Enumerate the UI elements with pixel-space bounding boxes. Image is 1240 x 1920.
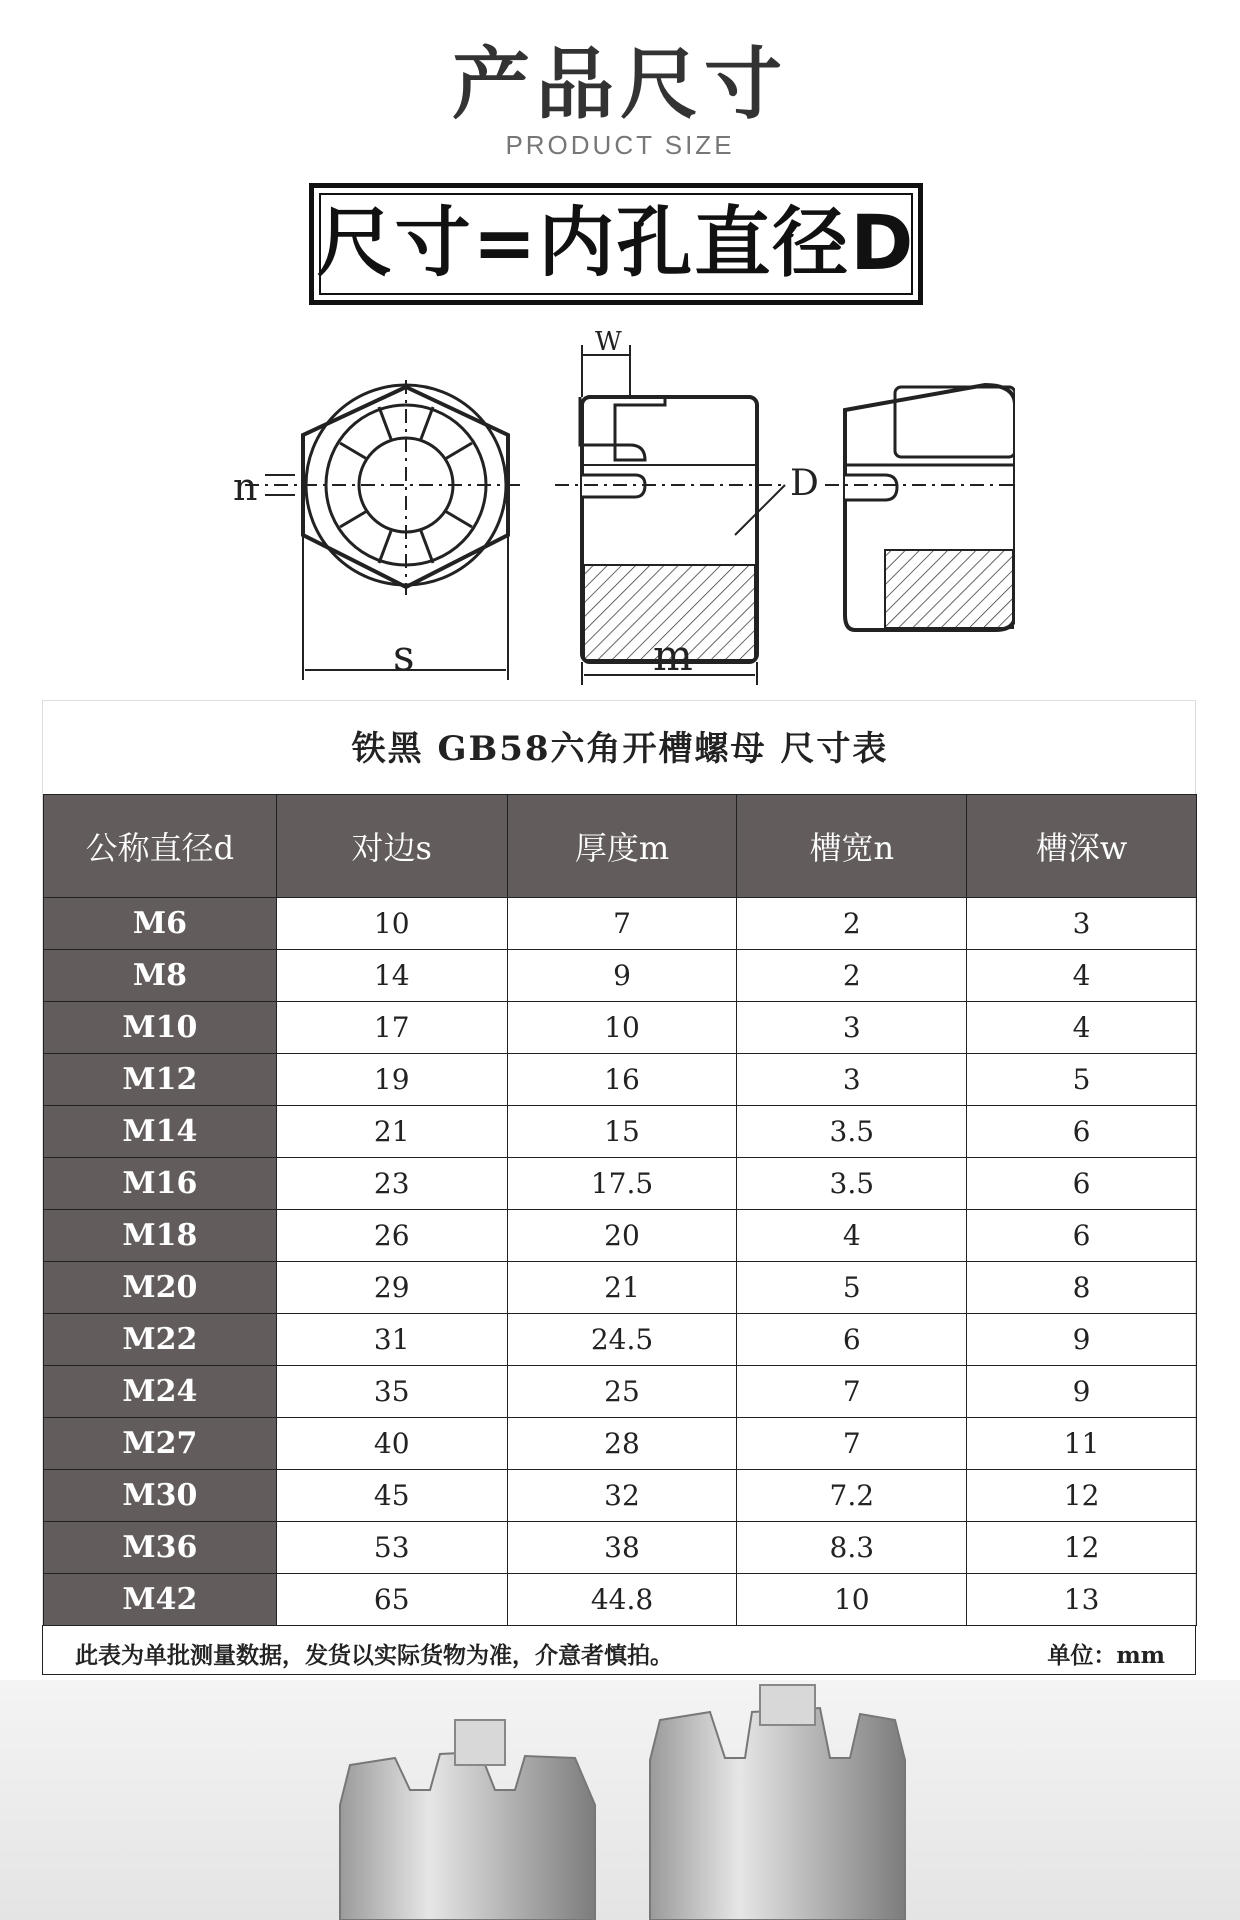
- cell-value: 23: [276, 1158, 507, 1210]
- cell-value: 3: [737, 1054, 967, 1106]
- cell-value: 26: [276, 1210, 507, 1262]
- cell-value: 11: [967, 1418, 1197, 1470]
- footer-unit: 单位：mm: [1047, 1642, 1165, 1669]
- nut-photo-right: [650, 1685, 905, 1920]
- cell-value: 9: [967, 1314, 1197, 1366]
- header-slot-width: 槽宽n: [737, 795, 967, 898]
- header-thickness: 厚度m: [507, 795, 737, 898]
- table-row: [44, 898, 1197, 950]
- cell-value: 17.5: [507, 1158, 737, 1210]
- cell-value: 2: [737, 898, 967, 950]
- table-row: [44, 1366, 1197, 1418]
- cell-spec: M42: [44, 1574, 277, 1626]
- cell-value: 12: [967, 1522, 1197, 1574]
- cell-value: 19: [276, 1054, 507, 1106]
- cell-value: 6: [967, 1106, 1197, 1158]
- cell-value: 6: [967, 1210, 1197, 1262]
- cell-value: 2: [737, 950, 967, 1002]
- cell-value: 65: [276, 1574, 507, 1626]
- cell-value: 15: [507, 1106, 737, 1158]
- cell-value: 31: [276, 1314, 507, 1366]
- label-m: m: [653, 631, 693, 680]
- product-photo: [0, 1680, 1240, 1920]
- cell-spec: M27: [44, 1418, 277, 1470]
- cell-value: 3: [737, 1002, 967, 1054]
- cell-value: 9: [507, 950, 737, 1002]
- cell-spec: M18: [44, 1210, 277, 1262]
- cell-value: 38: [507, 1522, 737, 1574]
- cell-spec: M30: [44, 1470, 277, 1522]
- table-row: [44, 1106, 1197, 1158]
- cell-value: 4: [967, 1002, 1197, 1054]
- cell-value: 3.5: [737, 1106, 967, 1158]
- size-definition-box: [309, 183, 923, 305]
- table-row: [44, 1470, 1197, 1522]
- cell-value: 3.5: [737, 1158, 967, 1210]
- table-footer: [42, 1625, 1196, 1675]
- cell-value: 16: [507, 1054, 737, 1106]
- label-n: n: [233, 465, 258, 509]
- page-subtitle: PRODUCT SIZE: [505, 130, 735, 160]
- cell-value: 45: [276, 1470, 507, 1522]
- cell-value: 5: [737, 1262, 967, 1314]
- nut-perspective-view: [825, 385, 1015, 630]
- cell-value: 8.3: [737, 1522, 967, 1574]
- cell-spec: M8: [44, 950, 277, 1002]
- header-nominal-diameter: 公称直径d: [44, 795, 277, 898]
- cell-value: 17: [276, 1002, 507, 1054]
- header-across-flats: 对边s: [276, 795, 507, 898]
- cell-value: 4: [737, 1210, 967, 1262]
- cell-value: 7: [737, 1366, 967, 1418]
- table-row: [44, 1522, 1197, 1574]
- table-row: [44, 950, 1197, 1002]
- cell-value: 44.8: [507, 1574, 737, 1626]
- cell-value: 9: [967, 1366, 1197, 1418]
- cell-value: 20: [507, 1210, 737, 1262]
- cell-value: 10: [507, 1002, 737, 1054]
- table-row: [44, 1262, 1197, 1314]
- table-row: [44, 1574, 1197, 1626]
- nut-technical-diagram: [225, 325, 1015, 695]
- cell-value: 7: [507, 898, 737, 950]
- cell-value: 10: [276, 898, 507, 950]
- table-row: [44, 1314, 1197, 1366]
- cell-value: 4: [967, 950, 1197, 1002]
- table-row: [44, 1002, 1197, 1054]
- table-header-row: [44, 795, 1197, 898]
- cell-value: 8: [967, 1262, 1197, 1314]
- cell-value: 29: [276, 1262, 507, 1314]
- cell-value: 28: [507, 1418, 737, 1470]
- cell-value: 40: [276, 1418, 507, 1470]
- cell-value: 53: [276, 1522, 507, 1574]
- cell-spec: M10: [44, 1002, 277, 1054]
- cell-spec: M36: [44, 1522, 277, 1574]
- footer-note: 此表为单批测量数据，发货以实际货物为准，介意者慎拍。: [75, 1642, 673, 1669]
- cell-value: 3: [967, 898, 1197, 950]
- label-w: W: [595, 327, 622, 357]
- nut-front-view: [245, 380, 525, 680]
- size-table: [43, 794, 1197, 1626]
- cell-value: 7: [737, 1418, 967, 1470]
- table-row: [44, 1158, 1197, 1210]
- size-table-card: [42, 700, 1196, 1675]
- label-d: D: [790, 463, 819, 504]
- label-s: s: [393, 631, 415, 680]
- cell-value: 6: [967, 1158, 1197, 1210]
- cell-value: 5: [967, 1054, 1197, 1106]
- cell-value: 10: [737, 1574, 967, 1626]
- table-row: [44, 1418, 1197, 1470]
- cell-value: 35: [276, 1366, 507, 1418]
- cell-value: 24.5: [507, 1314, 737, 1366]
- cell-value: 7.2: [737, 1470, 967, 1522]
- cell-spec: M22: [44, 1314, 277, 1366]
- cell-value: 12: [967, 1470, 1197, 1522]
- cell-spec: M14: [44, 1106, 277, 1158]
- size-definition-text: 尺寸=内孔直径D: [316, 198, 916, 287]
- cell-value: 21: [276, 1106, 507, 1158]
- cell-value: 25: [507, 1366, 737, 1418]
- cell-value: 21: [507, 1262, 737, 1314]
- cell-spec: M12: [44, 1054, 277, 1106]
- cell-value: 14: [276, 950, 507, 1002]
- page-title: 产品尺寸: [451, 40, 788, 130]
- cell-value: 13: [967, 1574, 1197, 1626]
- table-row: [44, 1210, 1197, 1262]
- cell-spec: M24: [44, 1366, 277, 1418]
- cell-value: 32: [507, 1470, 737, 1522]
- cell-value: 6: [737, 1314, 967, 1366]
- cell-spec: M6: [44, 898, 277, 950]
- header-slot-depth: 槽深w: [967, 795, 1197, 898]
- table-row: [44, 1054, 1197, 1106]
- table-title: 铁黑 GB58六角开槽螺母 尺寸表: [351, 729, 889, 769]
- cell-spec: M20: [44, 1262, 277, 1314]
- cell-spec: M16: [44, 1158, 277, 1210]
